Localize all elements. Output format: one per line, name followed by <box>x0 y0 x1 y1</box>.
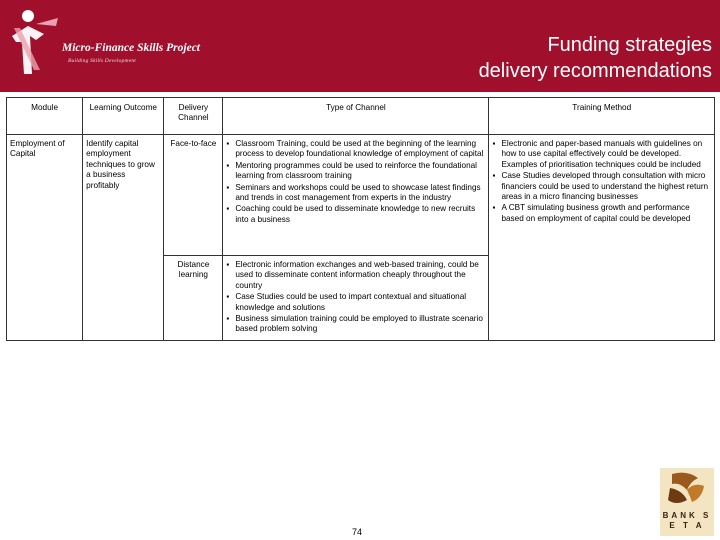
list-item: ▪ Electronic and paper-based manuals with guidelines on how to use capital effectively could be developed. Examples of prioritisation techniques could be included <box>492 139 711 170</box>
channel-types-distance-learning <box>223 256 489 341</box>
list-item: ▪ Seminars and workshops could be used to showcase latest findings and trends in cost management from experts in the industry <box>226 183 485 204</box>
header-training-method: Training Method <box>489 98 715 135</box>
delivery-channel-face-to-face: Face-to-face <box>164 135 223 256</box>
header-type-of-channel: Type of Channel <box>223 98 489 135</box>
page-title <box>479 32 712 84</box>
person-figure-icon <box>6 6 66 76</box>
header-banner <box>0 0 720 92</box>
bank-seta-text: BANK S E T A <box>662 511 712 530</box>
list-item: ▪ A CBT simulating business growth and performance based on employment of capital could be developed <box>492 203 711 224</box>
recommendations-table <box>6 97 715 341</box>
channel-types-face-to-face <box>223 135 489 256</box>
header-delivery-channel: Delivery Channel <box>164 98 223 135</box>
list-item: ▪ Mentoring programmes could be used to reinforce the foundational learning from classroom training <box>226 161 485 182</box>
list-item: ▪ Business simulation training could be employed to illustrate scenario based problem solving <box>226 314 485 335</box>
table-row <box>7 135 715 256</box>
title-line-1: Funding strategies <box>547 34 712 56</box>
page-number: 74 <box>352 527 363 537</box>
list-item: ▪ Case Studies developed through consultation with micro financiers could be used to understand the highest return areas in a micro financing businesses <box>492 171 711 202</box>
logo-subtitle: Building Skills Development <box>68 58 137 64</box>
title-line-2: delivery recommendations <box>478 60 712 82</box>
learning-outcome-cell: Identify capital employment techniques to grow a business profitably <box>83 135 164 341</box>
table-header-row <box>7 98 715 135</box>
delivery-channel-distance-learning: Distance learning <box>164 256 223 341</box>
list-item: ▪ Classroom Training, could be used at the beginning of the learning process to develop foundational knowledge of employment of capital <box>226 139 485 160</box>
micro-finance-logo <box>6 6 200 78</box>
header-learning-outcome: Learning Outcome <box>83 98 164 135</box>
list-item: ▪ Electronic information exchanges and web-based training, could be used to disseminate content information cheaply throughout the country <box>226 260 485 291</box>
list-item: ▪ Coaching could be used to disseminate knowledge to new recruits into a business <box>226 204 485 225</box>
header-module: Module <box>7 98 83 135</box>
training-method-cell <box>489 135 715 341</box>
logo-title: Micro-Finance Skills Project <box>62 42 200 54</box>
module-cell: Employment of Capital <box>7 135 83 341</box>
list-item: ▪ Case Studies could be used to impart contextual and situational knowledge and solutions <box>226 292 485 313</box>
